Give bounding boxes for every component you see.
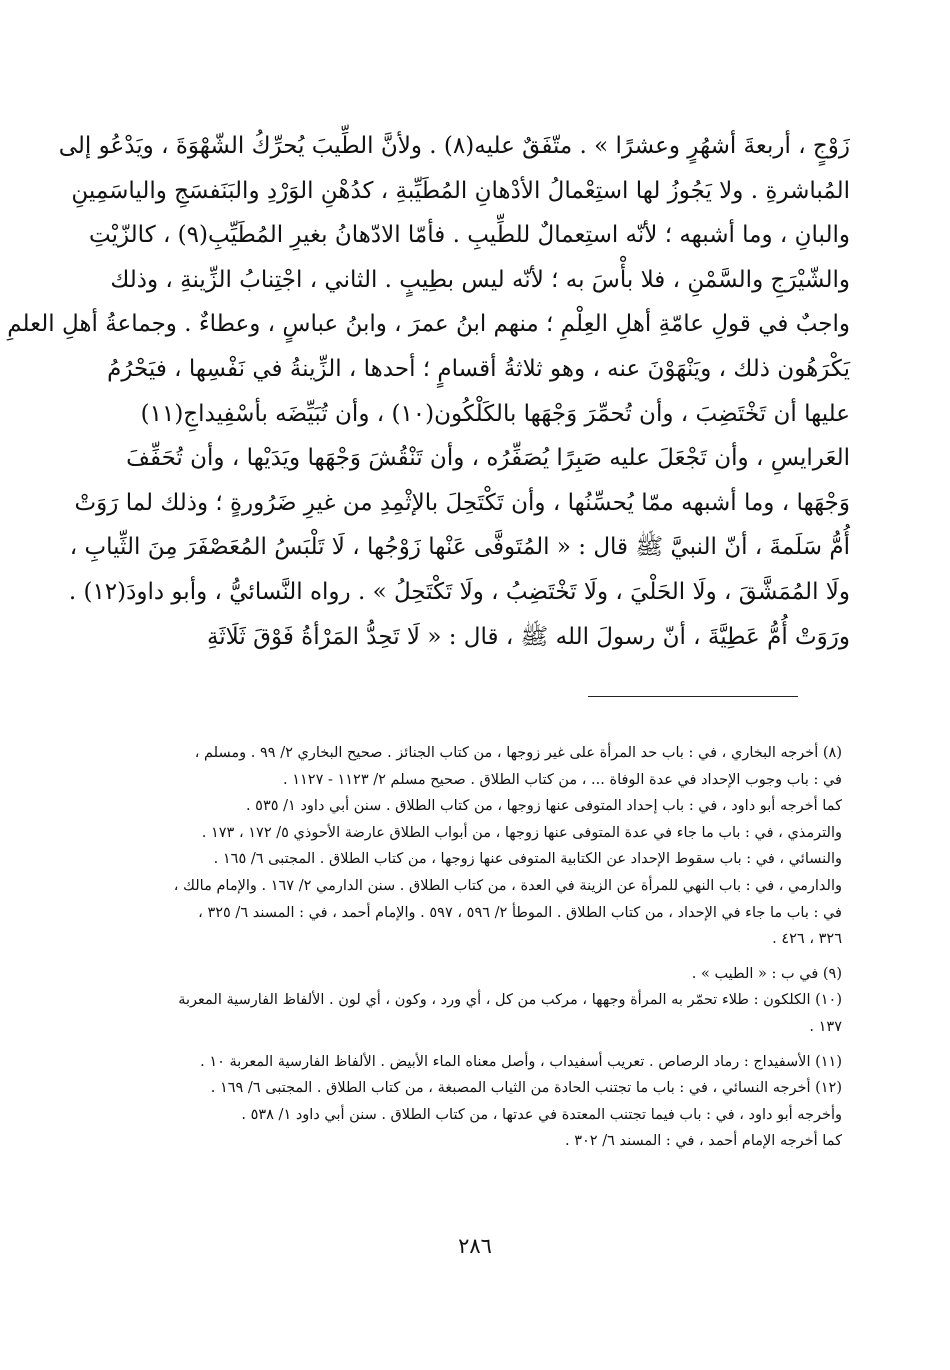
footnote-gap xyxy=(120,953,842,961)
footnote-line: وأخرجه أبو داود ، في : باب فيما تجتنب المعتدة في عدتها ، من كتاب الطلاق . سنن أبي داود ١/ ٥٣٨ . xyxy=(241,1106,842,1123)
footnote-line: ١٣٧ . xyxy=(809,1018,842,1035)
footnote-line: في : باب وجوب الإحداد في عدة الوفاة ... ، من كتاب الطلاق . صحيح مسلم ٢/ ١١٢٣ - ١١٢٧ . xyxy=(282,771,842,788)
footnote-gap xyxy=(120,1041,842,1049)
main-text-line: ولَا المُمَشَّقَ ، ولَا الحَلْيَ ، ولَا تَخْتَضِبُ ، ولَا تَكْتَحِلُ » . رواه النَّسائيُّ ، وأبو داودَ(١٢) . xyxy=(68,578,850,605)
footnote-line: والنسائي ، في : باب سقوط الإحداد عن الكتابية المتوفى عنها زوجها ، من كتاب الطلاق . المجتبى ٦/ ١٦٥ . xyxy=(213,851,842,868)
main-text-line: والشّيْرَجِ والسَّمْنِ ، فلا بأْسَ به ؛ لأنّه ليس بطِيبٍ . الثاني ، اجْتِنابُ الزِّينةِ ، وذلك xyxy=(110,266,850,293)
footnote-line: (٨) أخرجه البخاري ، في : باب حد المرأة على غير زوجها ، من كتاب الجنائز . صحيح البخاري ٢/ ٩٩ . ومسلم ، xyxy=(194,745,842,761)
footnote-line: (٩) في ب : « الطيب » . xyxy=(691,965,842,982)
main-text-line: عليها أن تَخْتَضِبَ ، وأن تُحمِّرَ وَجْهَها بالكَلْكُون(١٠) ، وأن تُبَيِّضَه بأسْفِيداجِ(١١) xyxy=(140,400,850,427)
footnote-line: (١١) الأسفيداج : رماد الرصاص . تعريب أسفيداب ، وأصل معناه الماء الأبيض . الألفاظ الفارسية المعربة ١٠ . xyxy=(200,1053,842,1070)
main-text-block xyxy=(7,124,850,659)
footnote-line: والترمذي ، في : باب ما جاء في عدة المتوفى عنها زوجها ، من أبواب الطلاق عارضة الأحوذي ٥/ ١٧٢ ، ١٧٣ . xyxy=(201,824,842,841)
footnote-line: ٣٢٦ ، ٤٢٦ . xyxy=(772,931,842,948)
footnote-line: كما أخرجه الإمام أحمد ، في : المسند ٦/ ٣٠٢ . xyxy=(565,1133,842,1150)
main-text-line: المُباشرةِ . ولا يَجُوزُ لها استِعْمالُ الأدْهانِ المُطَيِّبةِ ، كدُهْنِ الوَرْدِ والبَنَفسَجِ والياسَمِينِ xyxy=(71,177,850,204)
main-text-line: زَوْجٍ ، أربعةَ أشهُرٍ وعشرًا » . متّفَقٌ عليه(٨) . ولأنَّ الطِّيبَ يُحرِّكُ الشّهْوَةَ ، ويَدْعُو إلى xyxy=(58,133,850,159)
footnote-line: (١٢) أخرجه النسائي ، في : باب ما تجتنب الحادة من الثياب المصبغة ، من كتاب الطلاق . المجتبى ٦/ ١٦٩ . xyxy=(210,1080,842,1097)
main-text-line: واجبٌ في قولِ عامّةِ أهلِ العِلْمِ ؛ منهم ابنُ عمرَ ، وابنُ عباسٍ ، وعطاءٌ . وجماعةُ أهلِ العلمِ xyxy=(7,311,850,338)
main-text-line: ورَوَتْ أُمُّ عَطِيَّةَ ، أنّ رسولَ الله ﷺ ، قال : « لَا تَحِدُّ المَرْأةُ فَوْقَ ثَلَاثَةِ xyxy=(206,623,850,650)
footnote-line: والدارمي ، في : باب النهي للمرأة عن الزينة في العدة ، من كتاب الطلاق . سنن الدارمي ٢/ ١٦٧ . والإمام مالك ، xyxy=(173,877,842,894)
footnote-separator xyxy=(588,696,798,697)
main-text-line: والبانِ ، وما أشبهه ؛ لأنّه استِعمالٌ للطِّيبِ . فأمّا الادّهانُ بغيرِ المُطَيِّبِ(٩) ، كالزّيْتِ xyxy=(89,222,850,249)
footnote-line: في : باب ما جاء في الإحداد ، من كتاب الطلاق . الموطأ ٢/ ٥٩٦ ، ٥٩٧ . والإمام أحمد ، في : المسند ٦/ ٣٢٥ ، xyxy=(198,904,842,921)
main-text-line: أُمُّ سَلَمةَ ، أنّ النبيَّ ﷺ قال : « المُتَوفَّى عَنْها زَوْجُها ، لَا تَلْبَسُ المُعَصْفَرَ مِنَ الثِّيابِ ، xyxy=(69,534,850,561)
footnote-line: (١٠) الكلكون : طلاء تحمّر به المرأة وجهها ، مركب من كل ، أي ورد ، وكون ، أي لون . الألفاظ الفارسية المعربة xyxy=(178,992,842,1009)
main-text-line: يَكْرَهُون ذلك ، ويَنْهَوْنَ عنه ، وهو ثلاثةُ أقسامٍ ؛ أحدها ، الزِّينةُ في نَفْسِها ، فيَحْرُمُ xyxy=(107,355,850,382)
main-text-line: وَجْهَها ، وما أشبهه ممّا يُحسِّنُها ، وأن تَكْتَحِلَ بالإثْمِدِ من غيرِ ضَرُورةٍ ؛ وذلك لما رَوَتْ xyxy=(74,489,850,516)
main-text-line: العَرايسِ ، وأن تَجْعَلَ عليه صَبِرًا يُصَفِّرُه ، وأن تَنْقُشَ وَجْهَها ويَدَيْها ، وأن تُحَفِّفَ xyxy=(126,445,850,472)
footnote-line: كما أخرجه أبو داود ، في : باب إحداد المتوفى عنها زوجها ، من كتاب الطلاق . سنن أبي داود ١/ ٥٣٥ . xyxy=(245,798,842,815)
footnotes-block xyxy=(120,740,842,1155)
page-number: ٢٨٦ xyxy=(458,1234,492,1258)
